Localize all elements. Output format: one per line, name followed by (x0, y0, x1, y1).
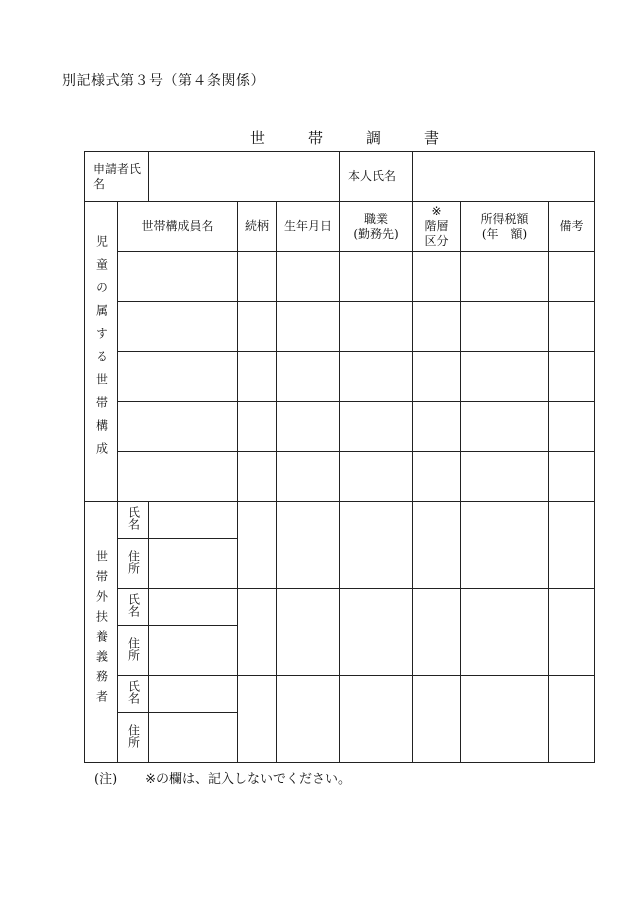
relationship-cell[interactable] (238, 302, 277, 352)
household-member-row (85, 302, 595, 352)
obligor-address-label: 住所 (126, 723, 141, 748)
member-name-cell[interactable] (118, 352, 238, 402)
tier-cell[interactable] (413, 402, 461, 452)
tier-cell[interactable] (413, 252, 461, 302)
remarks-cell[interactable] (549, 402, 595, 452)
obligor-occupation-cell[interactable] (340, 676, 413, 763)
birth-date-cell[interactable] (277, 252, 340, 302)
obligor-address-label: 住所 (126, 549, 141, 574)
remarks-cell[interactable] (549, 352, 595, 402)
household-survey-table (84, 151, 595, 763)
birth-date-cell[interactable] (277, 402, 340, 452)
obligor-name-row (85, 502, 595, 539)
income-tax-cell[interactable] (461, 352, 549, 402)
tier-cell[interactable] (413, 302, 461, 352)
obligor-address-field[interactable] (149, 626, 238, 676)
obligor-tier-cell[interactable] (413, 502, 461, 589)
household-section-label-cell (85, 202, 118, 502)
column-header-row (85, 202, 595, 252)
obligor-income-tax-cell[interactable] (461, 589, 549, 676)
birth-date-cell[interactable] (277, 302, 340, 352)
member-name-cell[interactable] (118, 252, 238, 302)
income-tax-header-line1: 所得税額 (480, 211, 529, 226)
occupation-cell[interactable] (340, 452, 413, 502)
obligor-occupation-cell[interactable] (340, 502, 413, 589)
remarks-cell[interactable] (549, 302, 595, 352)
birth-date-cell[interactable] (277, 352, 340, 402)
obligor-tier-cell[interactable] (413, 589, 461, 676)
tier-header-line1: 階層 (424, 219, 449, 233)
income-tax-header (461, 202, 549, 252)
document-title: 世 帯 調 書 (250, 129, 454, 147)
obligor-name-field[interactable] (149, 589, 238, 626)
obligor-name-label: 氏名 (126, 506, 141, 530)
obligor-name-row (85, 589, 595, 626)
tier-header (413, 202, 461, 252)
relationship-cell[interactable] (238, 452, 277, 502)
obligor-address-field[interactable] (149, 539, 238, 589)
relationship-cell[interactable] (238, 352, 277, 402)
obligor-relationship-cell[interactable] (238, 589, 277, 676)
income-tax-cell[interactable] (461, 402, 549, 452)
birth-date-cell[interactable] (277, 452, 340, 502)
relationship-cell[interactable] (238, 402, 277, 452)
tier-cell[interactable] (413, 352, 461, 402)
obligor-name-label: 氏名 (126, 593, 141, 617)
obligor-tier-cell[interactable] (413, 676, 461, 763)
income-tax-header-line2: (年 額) (481, 226, 528, 241)
obligor-name-row (85, 676, 595, 713)
relationship-header: 続柄 (238, 202, 277, 252)
obligor-name-label-cell (118, 676, 149, 713)
birth-date-header: 生年月日 (277, 202, 340, 252)
occupation-header-line2: (勤務先) (353, 226, 399, 241)
occupation-cell[interactable] (340, 402, 413, 452)
occupation-cell[interactable] (340, 352, 413, 402)
footnote (94, 768, 351, 787)
household-section-label: 児童の属する世帯構成 (94, 234, 109, 465)
footnote-prefix: (注) (94, 772, 118, 787)
obligor-address-label-cell (118, 713, 149, 763)
tier-header-line2: 区分 (424, 234, 449, 248)
remarks-cell[interactable] (549, 252, 595, 302)
obligor-remarks-cell[interactable] (549, 502, 595, 589)
applicant-name-label: 申請者氏名 (85, 152, 149, 202)
obligor-income-tax-cell[interactable] (461, 676, 549, 763)
tier-header-mark: ※ (431, 204, 442, 218)
person-name-label: 本人氏名 (340, 152, 413, 202)
income-tax-cell[interactable] (461, 302, 549, 352)
obligor-name-label-cell (118, 502, 149, 539)
form-number: 別記様式第３号（第４条関係） (62, 73, 265, 89)
obligor-address-label: 住所 (126, 636, 141, 661)
tier-cell[interactable] (413, 452, 461, 502)
occupation-header-line1: 職業 (364, 211, 389, 226)
obligor-name-label-cell (118, 589, 149, 626)
obligor-address-label-cell (118, 539, 149, 589)
remarks-header: 備考 (549, 202, 595, 252)
household-member-row (85, 402, 595, 452)
obligor-birth-date-cell[interactable] (277, 589, 340, 676)
obligor-birth-date-cell[interactable] (277, 502, 340, 589)
member-name-cell[interactable] (118, 302, 238, 352)
member-name-cell[interactable] (118, 402, 238, 452)
obligor-occupation-cell[interactable] (340, 589, 413, 676)
occupation-cell[interactable] (340, 302, 413, 352)
obligor-birth-date-cell[interactable] (277, 676, 340, 763)
household-member-row (85, 252, 595, 302)
applicant-name-field[interactable] (149, 152, 340, 202)
obligor-name-label: 氏名 (126, 680, 141, 704)
income-tax-cell[interactable] (461, 452, 549, 502)
obligor-relationship-cell[interactable] (238, 502, 277, 589)
obligor-remarks-cell[interactable] (549, 589, 595, 676)
member-name-cell[interactable] (118, 452, 238, 502)
remarks-cell[interactable] (549, 452, 595, 502)
name-header-row (85, 152, 595, 202)
relationship-cell[interactable] (238, 252, 277, 302)
obligor-name-field[interactable] (149, 502, 238, 539)
outside-section-label-cell (85, 502, 118, 763)
occupation-header (340, 202, 413, 252)
obligor-address-label-cell (118, 626, 149, 676)
obligor-income-tax-cell[interactable] (461, 502, 549, 589)
obligor-relationship-cell[interactable] (238, 676, 277, 763)
income-tax-cell[interactable] (461, 252, 549, 302)
obligor-address-field[interactable] (149, 713, 238, 763)
household-member-row (85, 452, 595, 502)
household-member-row (85, 352, 595, 402)
member-name-header: 世帯構成員名 (118, 202, 238, 252)
person-name-field[interactable] (413, 152, 595, 202)
outside-section-label: 世帯外扶養義務者 (94, 550, 109, 710)
footnote-text: ※の欄は、記入しないでください。 (145, 772, 352, 787)
obligor-remarks-cell[interactable] (549, 676, 595, 763)
occupation-cell[interactable] (340, 252, 413, 302)
obligor-name-field[interactable] (149, 676, 238, 713)
